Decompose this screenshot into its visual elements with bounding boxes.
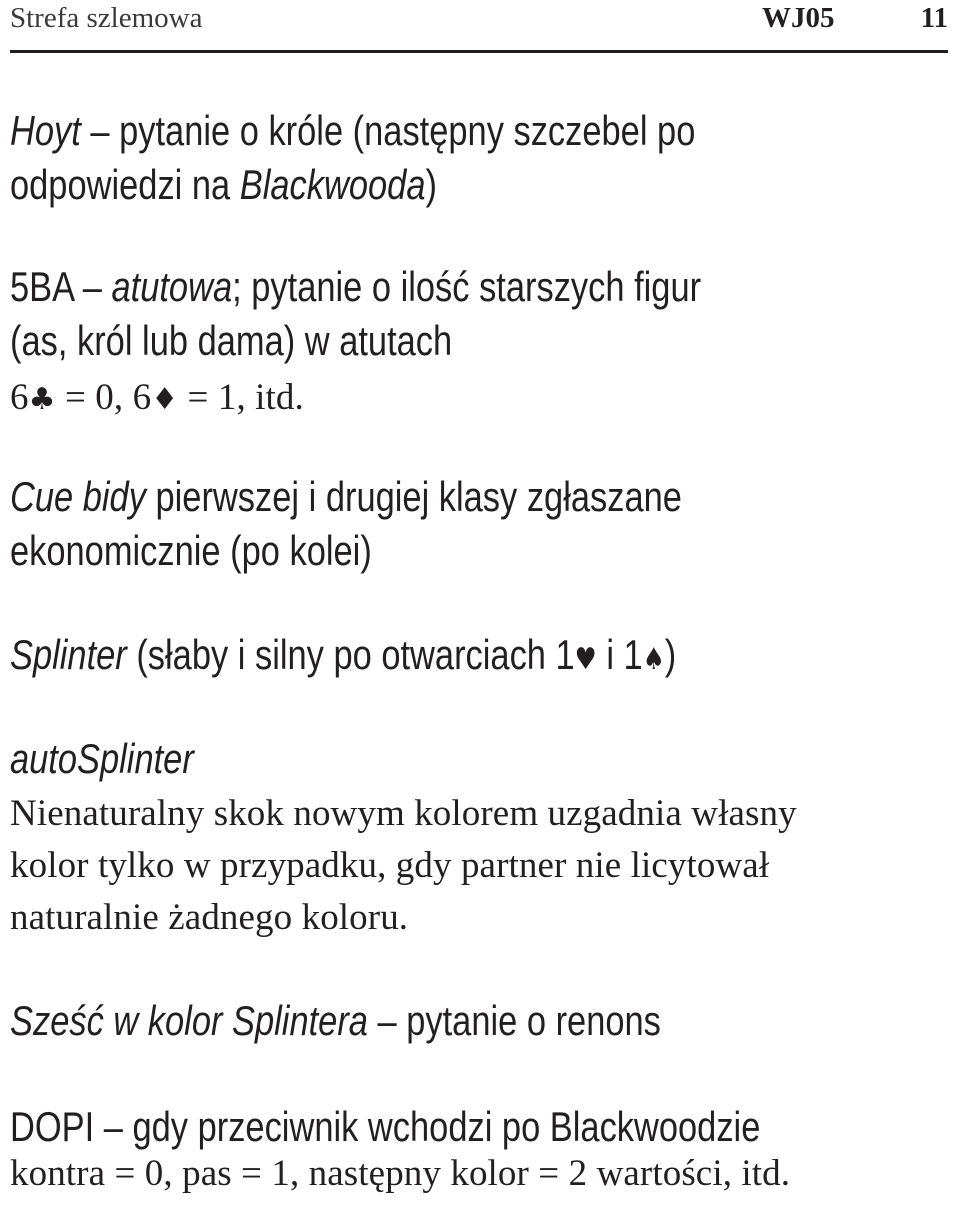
ba5-line-3 [10, 372, 955, 426]
section-title: Strefa szlemowa [10, 2, 203, 34]
page-header [10, 0, 948, 53]
autosplinter-description [10, 788, 955, 944]
szesc-text: – pytanie o renons [367, 997, 661, 1044]
page-number: 11 [920, 2, 948, 34]
ba5-answer-c: = 1, itd. [178, 377, 304, 418]
splinter-term: Splinter [10, 631, 127, 678]
splinter-text-b: i 1 [596, 631, 643, 678]
dopi-line-2: kontra = 0, pas = 1, następny kolor = 2 wartości, itd. [10, 1153, 791, 1194]
splinter-text-c: ) [664, 631, 677, 678]
ba5-answers [10, 372, 955, 426]
hoyt-line-2-post: ) [425, 161, 437, 208]
hoyt-line-2-pre: odpowiedzi na [10, 161, 240, 208]
autosplinter-term: autoSplinter [10, 735, 194, 782]
ba5-answer-b: = 0, 6 [55, 377, 152, 418]
cue-line-1-text: pierwszej i drugiej klasy zgłaszane [145, 473, 682, 520]
ba5-line-1-pre: 5BA – [10, 263, 112, 310]
hoyt-term: Hoyt [10, 107, 81, 154]
cue-bid-entry [10, 470, 785, 578]
hoyt-line-1 [10, 104, 785, 158]
dopi-line-1: DOPI – gdy przeciwnik wchodzi po Blackwoodzie [10, 1103, 761, 1150]
dopi-entry [10, 1100, 785, 1154]
hoyt-entry [10, 104, 785, 212]
cue-line-2: ekonomicznie (po kolei) [10, 527, 372, 574]
ba5-line-1-post: ; pytanie o ilość starszych figur [232, 263, 702, 310]
autosplinter-line-3: naturalnie żadnego koloru. [10, 897, 409, 938]
szesc-entry [10, 994, 785, 1048]
ba5-entry [10, 260, 785, 368]
spade-icon: ♠ [642, 642, 665, 677]
autosplinter-line-1: Nienaturalny skok nowym kolorem uzgadnia własny [10, 793, 797, 834]
ba5-line-2: (as, król lub dama) w atutach [10, 317, 453, 364]
club-icon: ♣ [28, 382, 56, 417]
hoyt-line-1-text: – pytanie o króle (następny szczebel po [80, 107, 696, 154]
autosplinter-line-2: kolor tylko w przypadku, gdy partner nie licytował [10, 845, 770, 886]
diamond-icon: ♦ [151, 382, 179, 417]
heart-icon: ♥ [574, 642, 597, 677]
ba5-line-1 [10, 260, 785, 314]
splinter-text-a: (słaby i silny po otwarciach 1 [126, 631, 575, 678]
blackwood-term: Blackwooda [239, 161, 426, 208]
cue-bid-term: Cue bidy [10, 473, 146, 520]
ba5-answer-a: 6 [10, 377, 29, 418]
hoyt-line-2 [10, 158, 785, 212]
splinter-line [10, 628, 785, 687]
autosplinter-heading [10, 732, 785, 786]
splinter-entry [10, 628, 785, 687]
szesc-line [10, 994, 785, 1048]
convention-code: WJ05 [762, 2, 835, 34]
cue-line-1 [10, 470, 785, 524]
atutowa-term: atutowa [111, 263, 233, 310]
szesc-term: Sześć w kolor Splintera [10, 997, 368, 1044]
dopi-answers [10, 1148, 955, 1200]
